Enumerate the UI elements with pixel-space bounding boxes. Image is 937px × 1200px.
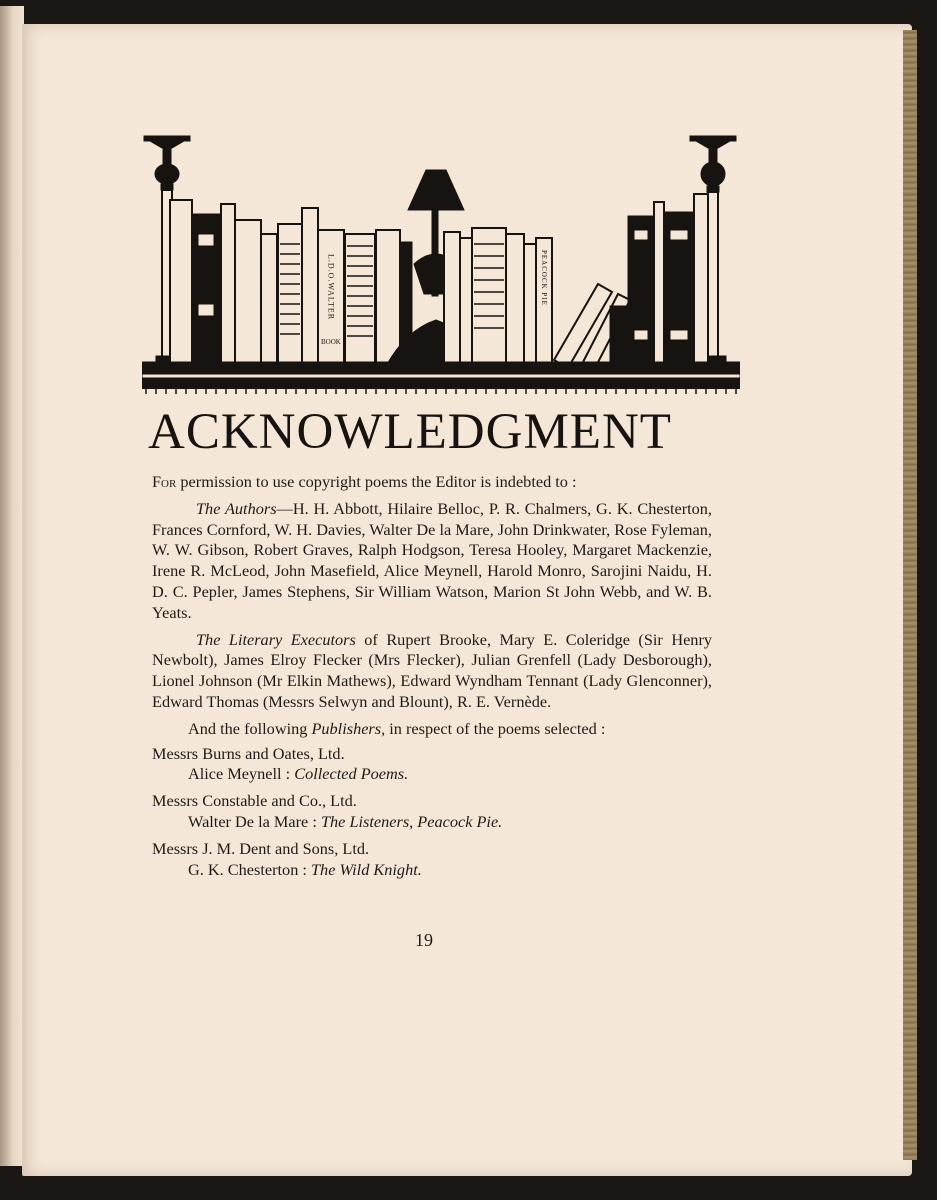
page-title: ACKNOWLEDGMENT bbox=[148, 404, 672, 460]
publishers-intro: And the following Publishers, in respect of the poems selected : bbox=[188, 718, 606, 738]
publisher-work: Alice Meynell : Collected Poems. bbox=[188, 764, 409, 784]
page-number: 19 bbox=[415, 930, 433, 950]
bookshelf-illustration bbox=[142, 134, 740, 396]
executors-label: The Literary Executors bbox=[196, 629, 356, 649]
authors-label: The Authors bbox=[196, 498, 277, 518]
executors-paragraph bbox=[152, 630, 712, 713]
intro-paragraph bbox=[152, 472, 712, 493]
publisher-firm: Messrs Burns and Oates, Ltd. bbox=[152, 743, 345, 763]
binding-cloth-edge bbox=[903, 30, 917, 1160]
authors-list: —H. H. Abbott, Hilaire Belloc, P. R. Chalmers, G. K. Chesterton, Frances Cornford, W. H. Davies, Walter De la Mare, John Drinkwater, Rose Fyleman, W. W. Gibson, Robert Graves, Ralph Hodgson, Teresa Hooley, Margaret Mackenzie, Irene R. McLeod, John Masefield, Alice Meynell, Harold Monro, Sarojini Naidu, H. D. C. Pepler, James Stephens, Sir William Watson, Marion St John Webb, and W. B. Yeats. bbox=[152, 498, 712, 622]
spine-book: BOOK bbox=[321, 338, 341, 346]
shelf bbox=[142, 362, 740, 394]
authors-paragraph bbox=[152, 499, 712, 624]
intro-text: permission to use copyright poems the Editor is indebted to : bbox=[176, 472, 577, 491]
executors-list: of Rupert Brooke, Mary E. Coleridge (Sir Henry Newbolt), James Elroy Flecker (Mrs Flecker), Julian Grenfell (Lady Desborough), Lionel Johnson (Mr Elkin Mathews), Edward Wyndham Tennant (Lady Glenconner), Edward Thomas (Messrs Selwyn and Blount), R. E. Vernède. bbox=[152, 629, 713, 711]
publisher-firm: Messrs Constable and Co., Ltd. bbox=[152, 791, 357, 811]
intro-first-word: For bbox=[152, 472, 177, 491]
spine-peacock-pie: PEACOCK PIE bbox=[540, 250, 548, 306]
right-books bbox=[554, 194, 708, 370]
spine-walter: L.D.O.WALTER bbox=[326, 254, 336, 321]
publisher-work: G. K. Chesterton : The Wild Knight. bbox=[188, 859, 422, 879]
middle-books bbox=[444, 228, 552, 364]
acknowledgment-body bbox=[152, 472, 712, 880]
publisher-firm: Messrs J. M. Dent and Sons, Ltd. bbox=[152, 838, 370, 858]
publisher-work: Walter De la Mare : The Listeners, Peacock Pie. bbox=[188, 811, 503, 831]
page-curl-edge bbox=[0, 6, 24, 1166]
publishers-label: Publishers, bbox=[311, 718, 386, 738]
left-books bbox=[170, 200, 412, 364]
